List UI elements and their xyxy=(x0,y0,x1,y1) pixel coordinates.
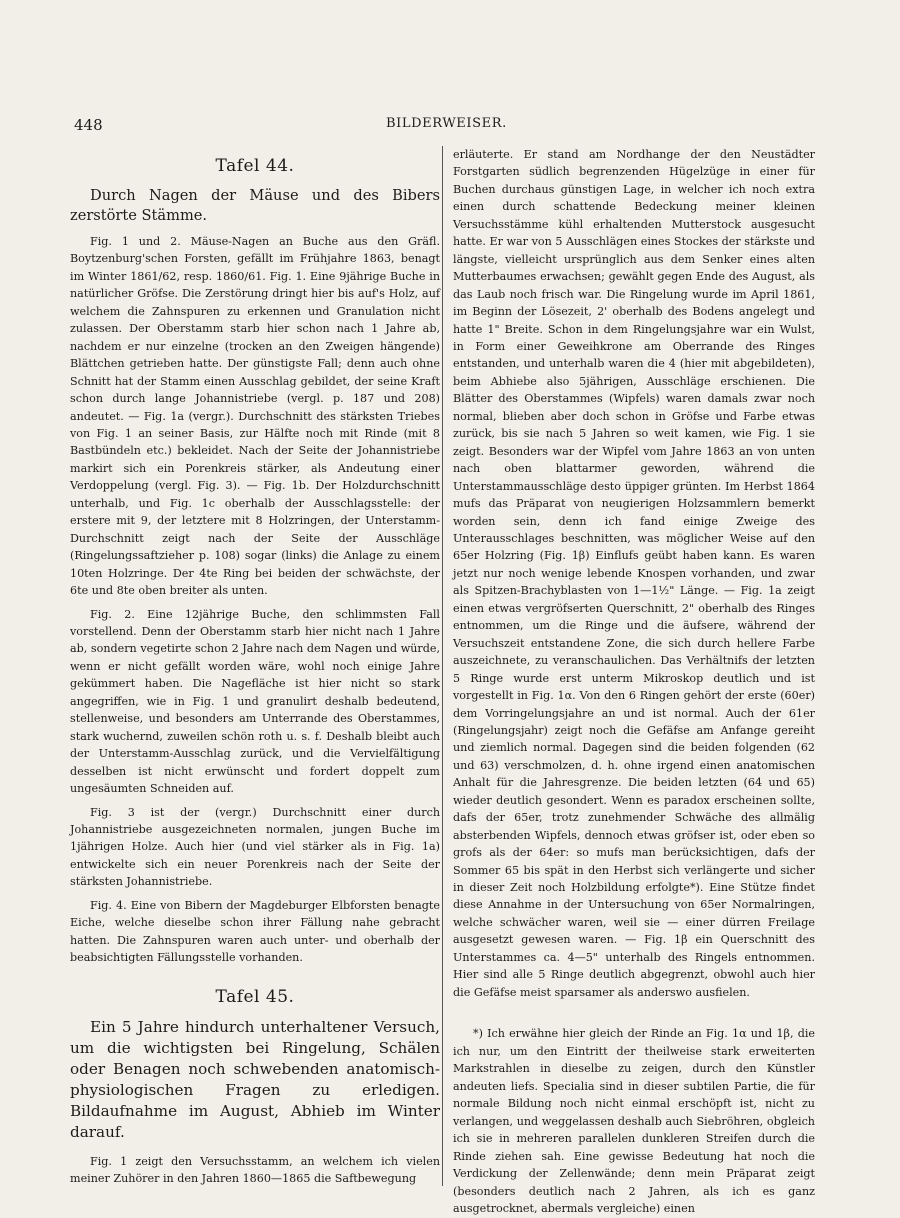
plate-45-subtitle: Ein 5 Jahre hindurch unterhaltener Versuch, um die wichtigsten bei Ringelung, Schälen oder Benagen noch schwebenden anatomisch-physiologischen Fragen zu erledigen. Bildaufnahme im August, Abhieb im Winter darauf. xyxy=(70,1017,440,1141)
paragraph-fig4: Fig. 4. Eine von Bibern der Magdeburger Elbforsten benagte Eiche, welche dieselbe schon ihrer Fällung nahe gebracht hatten. Die Zahnspuren waren auch unter- und oberhalb der beabsichtigten Fällungsstelle vorhanden. xyxy=(70,898,440,965)
paragraph-fig3: Fig. 3 ist der (vergr.) Durchschnitt einer durch Johannistriebe ausgezeichneten normalen, jungen Buche im 1jährigen Holze. Auch hier (und viel stärker als in Fig. 1a) entwickelte sich ein neuer Porenkreis nach der Seite der stärksten Johannistriebe. xyxy=(70,805,440,889)
plate-45-title: Tafel 45. xyxy=(215,986,295,1007)
plate-44-title: Tafel 44. xyxy=(215,156,295,176)
page-number: 448 xyxy=(74,116,103,134)
paragraph-fig2: Fig. 2. Eine 12jährige Buche, den schlimmsten Fall vorstellend. Denn der Oberstamm starb hier nicht nach 1 Jahre ab, sondern vegetirte schon 2 Jahre nach dem Nagen und würde, wenn er nicht gefällt worden wäre, wohl noch einige Jahre gekümmert haben. Die Nagefläche ist hier nicht so stark angegriffen, wie in Fig. 1 und granulirt deshalb bedeutend, stellenweise, und besonders am Unterrande des Oberstammes, stark wuchernd, zuweilen schön roth u. s. f. Deshalb bleibt auch der Unterstamm-Ausschlag zurück, und die Vervielfältigung desselben ist nicht erwünscht und fordert doppelt zum ungesäumten Schneiden auf. xyxy=(70,607,440,796)
paragraph-plate45-fig1-start: Fig. 1 zeigt den Versuchsstamm, an welchem ich vielen meiner Zuhörer in den Jahren 1860—1865 die Saftbewegung xyxy=(70,1154,440,1186)
paragraph-fig1-2: Fig. 1 und 2. Mäuse-Nagen an Buche aus den Gräfl. Boytzenburg'schen Forsten, gefällt im Frühjahre 1863, benagt im Winter 1861/62, resp. 1860/61. Fig. 1. Eine 9jährige Buche in natürlicher Gröfse. Die Zerstörung dringt hier bis auf's Holz, auf welchem die Zahnspuren zu erkennen und Granulation nicht zulassen. Der Oberstamm starb hier schon nach 1 Jahre ab, nachdem er nur einzelne (trocken an den Zweigen hängende) Blättchen getrieben hatte. Der günstigste Fall; denn auch ohne Schnitt hat der Stamm einen Ausschlag gebildet, der seine Kraft schon durch lange Johannistriebe (vergl. p. 187 und 208) andeutet. — Fig. 1a (vergr.). Durchschnitt des stärksten Triebes von Fig. 1 an seiner Basis, zur Hälfte noch mit Rinde (mit 8 Bastbündeln etc.) bekleidet. Nach der Seite der Johannistriebe markirt sich ein Porenkreis stärker, als Andeutung einer Verdoppelung (vergl. Fig. 3). — Fig. 1b. Der Holzdurchschnitt unterhalb, und Fig. 1c oberhalb der Ausschlagsstelle: der erstere mit 9, der letztere mit 8 Holzringen, der Unterstamm-Durchschnitt zeigt nach der Seite der Ausschläge (Ringelungssaftzieher p. 108) sogar (links) die Anlage zu einem 10ten Holzringe. Der 4te Ring bei beiden der schwächste, der 6te und 8te oben breiter als unten. xyxy=(70,235,440,598)
left-column xyxy=(70,146,440,1193)
footnote: *) Ich erwähne hier gleich der Rinde an Fig. 1α und 1β, die ich nur, um den Eintritt der theilweise stark erweiterten Markstrahlen in dieselbe zu zeigen, durch den Künstler andeuten liefs. Specialia sind in dieser subtilen Partie, die für normale Bildung noch nicht einmal erschöpft ist, nicht zu verlangen, und weggelassen deshalb auch Siebröhren, obgleich ich sie in mehreren parallelen dunkleren Streifen durch die Rinde ziehen sah. Eine gewisse Bedeutung hat noch die Verdickung der Zellenwände; denn mein Präparat zeigt (besonders deutlich nach 2 Jahren, als ich es ganz ausgetrocknet, abermals vergleiche) einen xyxy=(453,1027,815,1216)
running-head: BILDERWEISER. xyxy=(386,116,507,131)
paragraph-plate45-fig1-continued: erläuterte. Er stand am Nordhange der den Neustädter Forstgarten südlich begrenzenden Hügelzüge in einer für Buchen durchaus günstigen Lage, in welcher ich noch extra einen durch schattende Bedeckung meiner kleinen Versuchsstämme kühl erhaltenden Mutterstock ausgesucht hatte. Er war von 5 Ausschlägen eines Stockes der stärkste und längste, vielleicht ursprünglich aus dem Senker eines alten Mutterbaumes erwachsen; gewählt gegen Ende des August, als das Laub noch frisch war. Die Ringelung wurde im April 1861, im Beginn der Lösezeit, 2' oberhalb des Bodens angelegt und hatte 1" Breite. Schon in dem Ringelungsjahre war ein Wulst, in Form einer Geweihkrone am Oberrande des Ringes entstanden, und unterhalb waren die 4 (hier mit abgebildeten), beim Abhiebe also 5jährigen, Ausschläge erschienen. Die Blätter des Oberstammes (Wipfels) waren damals zwar noch normal, blieben aber doch schon in Gröfse und Farbe etwas zurück, bis sie nach 5 Jahren so weit kamen, wie Fig. 1 sie zeigt. Besonders war der Wipfel vom Jahre 1863 an von unten nach oben blattarmer geworden, während die Unterstammausschläge desto üppiger grünten. Im Herbst 1864 mufs das Präparat von neugierigen Holzsammlern bemerkt worden sein, denn ich fand einige Zweige des Unterausschlages beschnitten, was möglicher Weise auf den 65er Holzring (Fig. 1β) Einflufs geübt haben kann. Es waren jetzt nur noch wenige lebende Knospen vorhanden, und zwar als Spitzen-Brachyblasten von 1—1½" Länge. — Fig. 1a zeigt einen etwas vergröfserten Querschnitt, 2" oberhalb des Ringes entnommen, um die Ringe und die äufsere, während der Versuchszeit entstandene Zone, die sich durch hellere Farbe auszeichnete, zu veranschaulichen. Das Verhältnifs der letzten 5 Ringe wurde erst unterm Mikroskop deutlich und ist vorgestellt in Fig. 1α. Von den 6 Ringen gehört der erste (60er) dem Vorringelungsjahre an und ist normal. Auch der 61er (Ringelungsjahr) zeigt noch die Gefäfse am Anfange gereiht und ziemlich normal. Dagegen sind die beiden folgenden (62 und 63) verschmolzen, d. h. ohne irgend einen anatomischen Anhalt für die Jahresgrenze. Die beiden letzten (64 und 65) wieder deutlich gesondert. Wenn es paradox erscheinen sollte, dafs der 65er, trotz zunehmender Schwäche des allmälig absterbenden Wipfels, dennoch etwas gröfser ist, oder eben so grofs als der 64er: so mufs man berücksichtigen, dafs der Sommer 65 bis spät in den Herbst sich verlängerte und sicher in dieser Zeit noch Holzbildung erfolgte*). Eine Stütze findet diese Annahme in der Untersuchung von 65er Normalringen, welche schwächer waren, weil sie — einer dürren Freilage ausgesetzt gewesen waren. — Fig. 1β ein Querschnitt des Unterstammes ca. 4—5" unterhalb des Ringels entnommen. Hier sind alle 5 Ringe deutlich abgegrenzt, obwohl auch hier die Gefäfse meist sparsamer als anderswo ausfielen. xyxy=(453,148,815,999)
right-column xyxy=(442,146,817,1216)
plate-44-subtitle: Durch Nagen der Mäuse und des Bibers zerstörte Stämme. xyxy=(70,187,440,224)
